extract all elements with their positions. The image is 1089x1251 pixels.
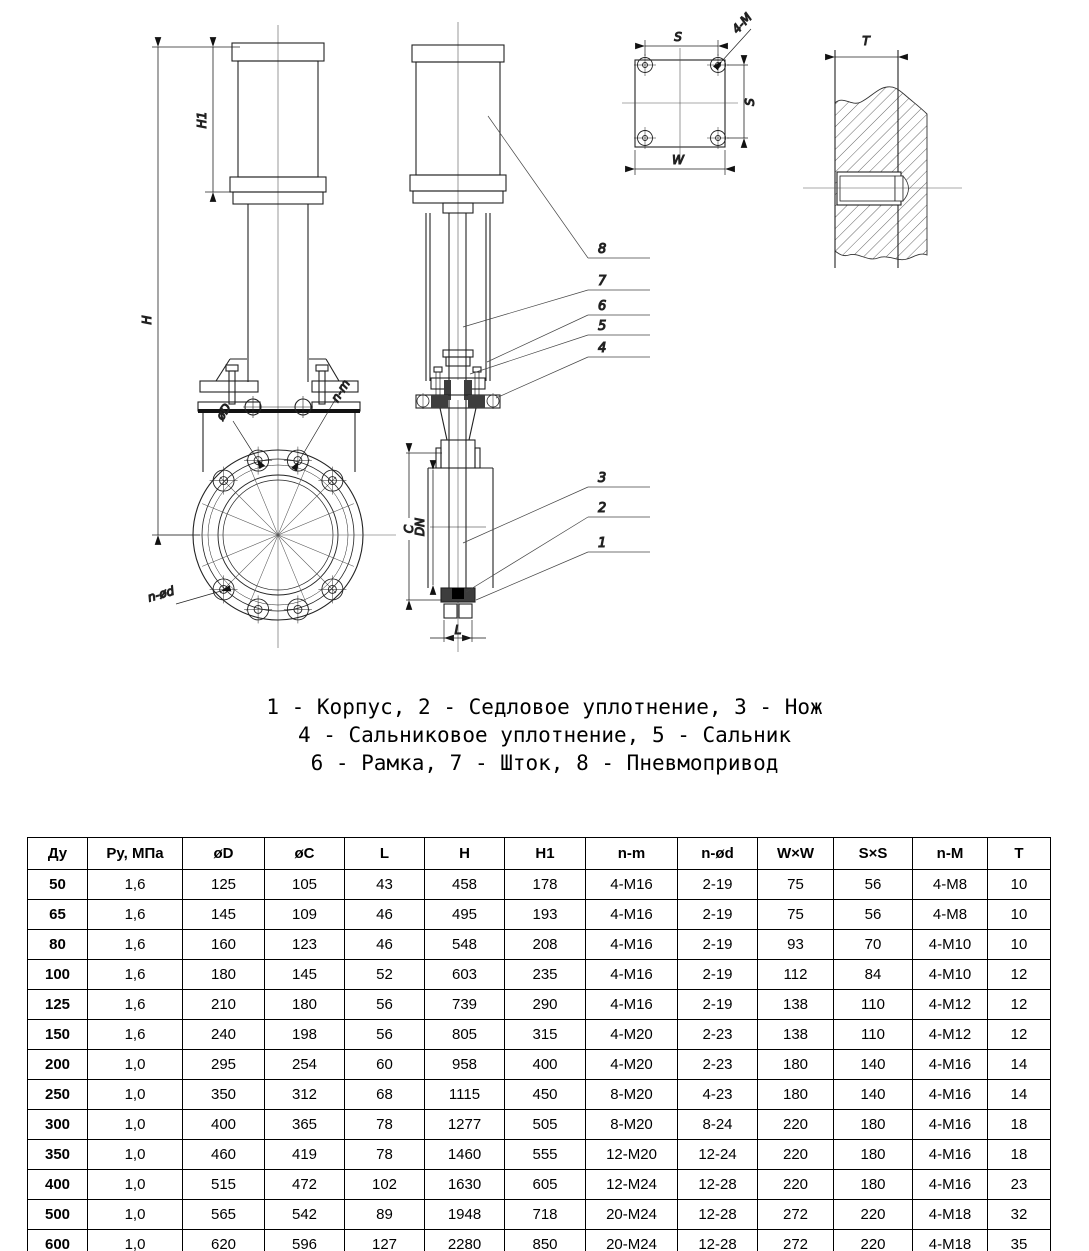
value-cell: 60 xyxy=(345,1050,425,1080)
value-cell: 220 xyxy=(758,1170,834,1200)
value-cell: 56 xyxy=(345,1020,425,1050)
value-cell: 198 xyxy=(265,1020,345,1050)
header-row xyxy=(28,838,1051,870)
value-cell: 123 xyxy=(265,930,345,960)
dn-cell: 65 xyxy=(28,900,88,930)
dim-w-label: W xyxy=(672,153,684,167)
value-cell: 4-M8 xyxy=(913,900,988,930)
value-cell: 8-M20 xyxy=(586,1080,678,1110)
table-row xyxy=(28,1080,1051,1110)
callout-2: 2 xyxy=(598,501,607,516)
value-cell: 2-23 xyxy=(678,1050,758,1080)
value-cell: 515 xyxy=(183,1170,265,1200)
dim-s-right-label: S xyxy=(743,98,757,106)
value-cell: 110 xyxy=(834,1020,913,1050)
value-cell: 220 xyxy=(758,1140,834,1170)
legend-line-1: 1 - Корпус, 2 - Седловое уплотнение, 3 - Нож xyxy=(266,695,823,719)
table-row xyxy=(28,870,1051,900)
value-cell: 365 xyxy=(265,1110,345,1140)
value-cell: 32 xyxy=(988,1200,1051,1230)
value-cell: 160 xyxy=(183,930,265,960)
dn-cell: 125 xyxy=(28,990,88,1020)
value-cell: 180 xyxy=(265,990,345,1020)
value-cell: 12 xyxy=(988,990,1051,1020)
value-cell: 12-28 xyxy=(678,1200,758,1230)
value-cell: 4-M12 xyxy=(913,1020,988,1050)
table-row xyxy=(28,1200,1051,1230)
dim-dn-label: DN xyxy=(413,517,427,537)
value-cell: 2-19 xyxy=(678,900,758,930)
value-cell: 180 xyxy=(834,1170,913,1200)
value-cell: 4-M16 xyxy=(913,1080,988,1110)
value-cell: 93 xyxy=(758,930,834,960)
value-cell: 43 xyxy=(345,870,425,900)
value-cell: 1630 xyxy=(425,1170,505,1200)
dim-t-label: T xyxy=(862,34,870,48)
value-cell: 4-M10 xyxy=(913,930,988,960)
flange-face-view xyxy=(622,10,757,175)
value-cell: 565 xyxy=(183,1200,265,1230)
value-cell: 1,0 xyxy=(88,1080,183,1110)
value-cell: 1,0 xyxy=(88,1140,183,1170)
value-cell: 1,6 xyxy=(88,990,183,1020)
table-row xyxy=(28,1140,1051,1170)
value-cell: 46 xyxy=(345,900,425,930)
table-row xyxy=(28,900,1051,930)
value-cell: 312 xyxy=(265,1080,345,1110)
value-cell: 272 xyxy=(758,1230,834,1251)
dn-cell: 400 xyxy=(28,1170,88,1200)
value-cell: 2-19 xyxy=(678,930,758,960)
callout-8: 8 xyxy=(598,242,607,257)
value-cell: 20-M24 xyxy=(586,1200,678,1230)
table-row xyxy=(28,1230,1051,1251)
value-cell: 1,6 xyxy=(88,870,183,900)
callout-4: 4 xyxy=(598,341,607,356)
value-cell: 70 xyxy=(834,930,913,960)
value-cell: 4-M18 xyxy=(913,1230,988,1251)
value-cell: 1,0 xyxy=(88,1170,183,1200)
value-cell: 4-M16 xyxy=(913,1140,988,1170)
value-cell: 78 xyxy=(345,1110,425,1140)
value-cell: 220 xyxy=(834,1230,913,1251)
value-cell: 138 xyxy=(758,990,834,1020)
value-cell: 2280 xyxy=(425,1230,505,1251)
thread-depth-section xyxy=(803,34,962,268)
value-cell: 12 xyxy=(988,960,1051,990)
column-header: S×S xyxy=(834,838,913,870)
value-cell: 4-M16 xyxy=(586,900,678,930)
value-cell: 89 xyxy=(345,1200,425,1230)
value-cell: 290 xyxy=(505,990,586,1020)
value-cell: 12-28 xyxy=(678,1170,758,1200)
value-cell: 12-28 xyxy=(678,1230,758,1251)
value-cell: 109 xyxy=(265,900,345,930)
value-cell: 4-M16 xyxy=(913,1050,988,1080)
value-cell: 4-M16 xyxy=(586,960,678,990)
value-cell: 2-23 xyxy=(678,1020,758,1050)
value-cell: 8-M20 xyxy=(586,1110,678,1140)
value-cell: 603 xyxy=(425,960,505,990)
dn-cell: 250 xyxy=(28,1080,88,1110)
value-cell: 718 xyxy=(505,1200,586,1230)
value-cell: 102 xyxy=(345,1170,425,1200)
value-cell: 10 xyxy=(988,870,1051,900)
dn-cell: 100 xyxy=(28,960,88,990)
value-cell: 4-M16 xyxy=(913,1110,988,1140)
value-cell: 145 xyxy=(183,900,265,930)
column-header: øC xyxy=(265,838,345,870)
column-header: n-M xyxy=(913,838,988,870)
value-cell: 23 xyxy=(988,1170,1051,1200)
table-row xyxy=(28,1170,1051,1200)
value-cell: 1115 xyxy=(425,1080,505,1110)
value-cell: 178 xyxy=(505,870,586,900)
dim-h-label: H xyxy=(140,315,154,325)
dim-c-label: C xyxy=(402,524,416,534)
mount-holes xyxy=(634,54,729,149)
value-cell: 193 xyxy=(505,900,586,930)
dn-cell: 150 xyxy=(28,1020,88,1050)
front-view xyxy=(140,25,396,648)
column-header: L xyxy=(345,838,425,870)
value-cell: 235 xyxy=(505,960,586,990)
spec-table xyxy=(27,837,1051,1251)
column-header: H1 xyxy=(505,838,586,870)
table-row xyxy=(28,990,1051,1020)
value-cell: 4-M16 xyxy=(586,990,678,1020)
value-cell: 295 xyxy=(183,1050,265,1080)
value-cell: 315 xyxy=(505,1020,586,1050)
side-view xyxy=(402,22,650,652)
value-cell: 1,6 xyxy=(88,960,183,990)
value-cell: 472 xyxy=(265,1170,345,1200)
value-cell: 1,0 xyxy=(88,1200,183,1230)
value-cell: 548 xyxy=(425,930,505,960)
value-cell: 4-M16 xyxy=(586,870,678,900)
value-cell: 20-M24 xyxy=(586,1230,678,1251)
value-cell: 18 xyxy=(988,1110,1051,1140)
table-row xyxy=(28,930,1051,960)
value-cell: 1,6 xyxy=(88,930,183,960)
callout-1: 1 xyxy=(598,536,607,551)
value-cell: 272 xyxy=(758,1200,834,1230)
hole-count-nd-label: n-ød xyxy=(146,583,176,605)
column-header: Ру, МПа xyxy=(88,838,183,870)
value-cell: 4-M12 xyxy=(913,990,988,1020)
value-cell: 850 xyxy=(505,1230,586,1251)
value-cell: 10 xyxy=(988,900,1051,930)
value-cell: 46 xyxy=(345,930,425,960)
value-cell: 458 xyxy=(425,870,505,900)
value-cell: 14 xyxy=(988,1050,1051,1080)
value-cell: 1,6 xyxy=(88,1020,183,1050)
parts-legend xyxy=(0,693,1089,777)
callout-numbers xyxy=(598,242,607,551)
dim-l-label: L xyxy=(454,623,462,637)
column-header: H xyxy=(425,838,505,870)
dn-cell: 80 xyxy=(28,930,88,960)
value-cell: 18 xyxy=(988,1140,1051,1170)
value-cell: 400 xyxy=(183,1110,265,1140)
value-cell: 78 xyxy=(345,1140,425,1170)
value-cell: 4-M8 xyxy=(913,870,988,900)
value-cell: 14 xyxy=(988,1080,1051,1110)
value-cell: 220 xyxy=(834,1200,913,1230)
table-row xyxy=(28,1110,1051,1140)
value-cell: 56 xyxy=(345,990,425,1020)
dn-cell: 600 xyxy=(28,1230,88,1251)
column-header: T xyxy=(988,838,1051,870)
value-cell: 4-23 xyxy=(678,1080,758,1110)
value-cell: 180 xyxy=(834,1110,913,1140)
callout-3: 3 xyxy=(598,471,607,486)
value-cell: 84 xyxy=(834,960,913,990)
value-cell: 105 xyxy=(265,870,345,900)
value-cell: 460 xyxy=(183,1140,265,1170)
value-cell: 1,0 xyxy=(88,1110,183,1140)
value-cell: 180 xyxy=(758,1080,834,1110)
legend-line-2: 4 - Сальниковое уплотнение, 5 - Сальник xyxy=(297,723,792,747)
column-header: W×W xyxy=(758,838,834,870)
value-cell: 4-M16 xyxy=(913,1170,988,1200)
dn-cell: 300 xyxy=(28,1110,88,1140)
value-cell: 180 xyxy=(183,960,265,990)
value-cell: 958 xyxy=(425,1050,505,1080)
value-cell: 605 xyxy=(505,1170,586,1200)
value-cell: 4-M18 xyxy=(913,1200,988,1230)
value-cell: 542 xyxy=(265,1200,345,1230)
column-header: Ду xyxy=(28,838,88,870)
value-cell: 739 xyxy=(425,990,505,1020)
value-cell: 56 xyxy=(834,900,913,930)
dn-cell: 200 xyxy=(28,1050,88,1080)
value-cell: 596 xyxy=(265,1230,345,1251)
value-cell: 620 xyxy=(183,1230,265,1251)
value-cell: 1277 xyxy=(425,1110,505,1140)
value-cell: 68 xyxy=(345,1080,425,1110)
value-cell: 75 xyxy=(758,900,834,930)
value-cell: 12-M20 xyxy=(586,1140,678,1170)
value-cell: 1,0 xyxy=(88,1230,183,1251)
value-cell: 350 xyxy=(183,1080,265,1110)
value-cell: 75 xyxy=(758,870,834,900)
value-cell: 4-M10 xyxy=(913,960,988,990)
value-cell: 240 xyxy=(183,1020,265,1050)
dn-cell: 350 xyxy=(28,1140,88,1170)
value-cell: 140 xyxy=(834,1080,913,1110)
column-header: øD xyxy=(183,838,265,870)
value-cell: 112 xyxy=(758,960,834,990)
value-cell: 805 xyxy=(425,1020,505,1050)
value-cell: 400 xyxy=(505,1050,586,1080)
value-cell: 505 xyxy=(505,1110,586,1140)
callout-6: 6 xyxy=(598,299,607,314)
value-cell: 145 xyxy=(265,960,345,990)
bolt-count-nm-label: n-m xyxy=(328,377,353,405)
dn-cell: 50 xyxy=(28,870,88,900)
table-row xyxy=(28,1020,1051,1050)
dim-h1-label: H1 xyxy=(195,111,209,129)
value-cell: 2-19 xyxy=(678,870,758,900)
value-cell: 52 xyxy=(345,960,425,990)
value-cell: 210 xyxy=(183,990,265,1020)
value-cell: 208 xyxy=(505,930,586,960)
value-cell: 4-M20 xyxy=(586,1020,678,1050)
value-cell: 180 xyxy=(834,1140,913,1170)
value-cell: 4-M16 xyxy=(586,930,678,960)
value-cell: 110 xyxy=(834,990,913,1020)
value-cell: 56 xyxy=(834,870,913,900)
value-cell: 125 xyxy=(183,870,265,900)
value-cell: 495 xyxy=(425,900,505,930)
value-cell: 180 xyxy=(758,1050,834,1080)
value-cell: 220 xyxy=(758,1110,834,1140)
dim-s-top-label: S xyxy=(674,30,682,44)
table-row xyxy=(28,1050,1051,1080)
value-cell: 1,6 xyxy=(88,900,183,930)
value-cell: 138 xyxy=(758,1020,834,1050)
table-row xyxy=(28,960,1051,990)
bolt-circle-od-label: øD xyxy=(213,401,234,423)
callout-5: 5 xyxy=(598,319,607,334)
value-cell: 2-19 xyxy=(678,960,758,990)
value-cell: 4-M20 xyxy=(586,1050,678,1080)
value-cell: 35 xyxy=(988,1230,1051,1251)
value-cell: 140 xyxy=(834,1050,913,1080)
value-cell: 419 xyxy=(265,1140,345,1170)
value-cell: 12-24 xyxy=(678,1140,758,1170)
column-header: n-m xyxy=(586,838,678,870)
legend-line-3: 6 - Рамка, 7 - Шток, 8 - Пневмопривод xyxy=(310,751,779,775)
value-cell: 450 xyxy=(505,1080,586,1110)
value-cell: 2-19 xyxy=(678,990,758,1020)
value-cell: 555 xyxy=(505,1140,586,1170)
value-cell: 12 xyxy=(988,1020,1051,1050)
value-cell: 1,0 xyxy=(88,1050,183,1080)
value-cell: 10 xyxy=(988,930,1051,960)
callout-7: 7 xyxy=(598,274,607,289)
value-cell: 8-24 xyxy=(678,1110,758,1140)
thread-4m-label: 4-M xyxy=(729,10,755,37)
value-cell: 254 xyxy=(265,1050,345,1080)
value-cell: 12-M24 xyxy=(586,1170,678,1200)
column-header: n-ød xyxy=(678,838,758,870)
value-cell: 127 xyxy=(345,1230,425,1251)
value-cell: 1460 xyxy=(425,1140,505,1170)
dn-cell: 500 xyxy=(28,1200,88,1230)
value-cell: 1948 xyxy=(425,1200,505,1230)
